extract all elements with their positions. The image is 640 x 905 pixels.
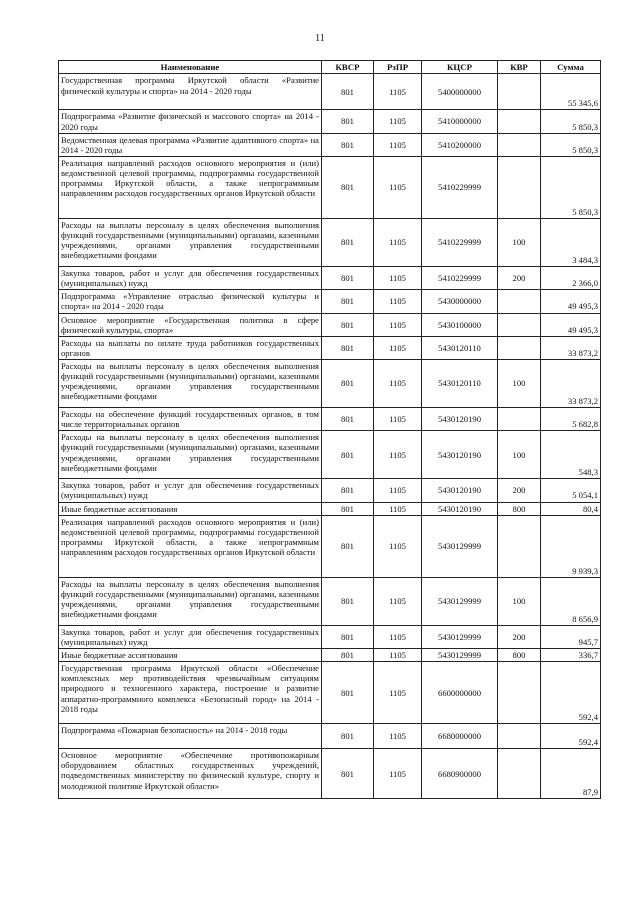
table-row	[59, 290, 601, 313]
row-kvr-cell	[498, 133, 541, 156]
row-kcsr-cell: 5430129999	[422, 649, 498, 662]
row-kcsr-cell: 5410229999	[422, 266, 498, 289]
row-kvsr-cell: 801	[322, 662, 374, 724]
row-name-cell: Иные бюджетные ассигнования	[59, 649, 322, 662]
row-kvsr-cell: 801	[322, 313, 374, 336]
row-kcsr-cell: 5410200000	[422, 133, 498, 156]
table-row	[59, 266, 601, 289]
table-row	[59, 110, 601, 133]
row-kcsr-cell: 6600000000	[422, 662, 498, 724]
row-rzpr-cell: 1105	[374, 74, 422, 110]
row-rzpr-cell: 1105	[374, 408, 422, 431]
table-row	[59, 74, 601, 110]
row-kvr-cell	[498, 336, 541, 359]
row-kcsr-cell: 5410229999	[422, 218, 498, 266]
row-kvr-cell: 200	[498, 625, 541, 648]
row-kvr-cell	[498, 156, 541, 218]
row-sum-cell: 548,3	[541, 431, 601, 479]
row-kvsr-cell: 801	[322, 749, 374, 799]
table-row	[59, 156, 601, 218]
row-kvr-cell	[498, 290, 541, 313]
row-sum-cell: 5 682,8	[541, 408, 601, 431]
row-rzpr-cell: 1105	[374, 431, 422, 479]
row-sum-cell: 49 495,3	[541, 290, 601, 313]
row-kcsr-cell: 5430000000	[422, 290, 498, 313]
row-kvsr-cell: 801	[322, 266, 374, 289]
row-sum-cell: 2 366,0	[541, 266, 601, 289]
row-sum-cell: 33 873,2	[541, 360, 601, 408]
row-rzpr-cell: 1105	[374, 625, 422, 648]
budget-table	[58, 60, 601, 799]
table-row	[59, 662, 601, 724]
table-row	[59, 724, 601, 749]
table-row	[59, 502, 601, 515]
row-name-cell: Расходы на обеспечение функций государственных органов, в том числе территориальных органов	[59, 408, 322, 431]
row-sum-cell: 592,4	[541, 724, 601, 749]
row-sum-cell: 3 484,3	[541, 218, 601, 266]
row-kvsr-cell: 801	[322, 724, 374, 749]
row-rzpr-cell: 1105	[374, 133, 422, 156]
row-sum-cell: 8 656,9	[541, 577, 601, 625]
row-name-cell: Расходы на выплаты персоналу в целях обеспечения выполнения функций государственными (муниципальными) органами, казенными учреждениями, органами управления государственными внебюджетными фондами	[59, 577, 322, 625]
row-kvr-cell	[498, 515, 541, 577]
table-row	[59, 625, 601, 648]
row-sum-cell: 5 850,3	[541, 133, 601, 156]
row-kcsr-cell: 5430120110	[422, 360, 498, 408]
row-kcsr-cell: 6680000000	[422, 724, 498, 749]
row-rzpr-cell: 1105	[374, 502, 422, 515]
row-kvsr-cell: 801	[322, 290, 374, 313]
table-row	[59, 749, 601, 799]
row-kvr-cell: 800	[498, 502, 541, 515]
row-kvsr-cell: 801	[322, 336, 374, 359]
row-sum-cell: 49 495,3	[541, 313, 601, 336]
row-name-cell: Основное мероприятие «Государственная политика в сфере физической культуры, спорта»	[59, 313, 322, 336]
row-name-cell: Закупка товаров, работ и услуг для обеспечения государственных (муниципальных) нужд	[59, 266, 322, 289]
row-kcsr-cell: 5430129999	[422, 625, 498, 648]
row-kvsr-cell: 801	[322, 515, 374, 577]
row-sum-cell: 945,7	[541, 625, 601, 648]
row-kcsr-cell: 5430129999	[422, 577, 498, 625]
row-kvr-cell	[498, 749, 541, 799]
row-sum-cell: 87,9	[541, 749, 601, 799]
table-row	[59, 431, 601, 479]
row-name-cell: Государственная программа Иркутской области «Обеспечение комплексных мер противодействия чрезвычайным ситуациям природного и техногенного характера, построение и развитие аппаратно-программного комплекса «Безопасный город» на 2014 - 2018 годы	[59, 662, 322, 724]
row-sum-cell: 5 850,3	[541, 156, 601, 218]
row-rzpr-cell: 1105	[374, 290, 422, 313]
row-kvsr-cell: 801	[322, 218, 374, 266]
row-kcsr-cell: 5430100000	[422, 313, 498, 336]
header-kvsr: КВСР	[322, 61, 374, 74]
row-name-cell: Расходы на выплаты персоналу в целях обеспечения выполнения функций государственными (муниципальными) органами, казенными учреждениями, органами управления государственными внебюджетными фондами	[59, 360, 322, 408]
row-name-cell: Реализация направлений расходов основного мероприятия и (или) ведомственной целевой программы, подпрограммы государственной программы Иркутской области, а также непрограммным направлениям расходов государственных органов Иркутской области	[59, 156, 322, 218]
row-kvsr-cell: 801	[322, 577, 374, 625]
row-name-cell: Подпрограмма «Управление отраслью физической культуры и спорта» на 2014 - 2020 годы	[59, 290, 322, 313]
row-kvr-cell	[498, 724, 541, 749]
row-sum-cell: 55 345,6	[541, 74, 601, 110]
row-kvsr-cell: 801	[322, 649, 374, 662]
row-rzpr-cell: 1105	[374, 724, 422, 749]
row-kvsr-cell: 801	[322, 479, 374, 502]
row-sum-cell: 592,4	[541, 662, 601, 724]
header-rzpr: РзПР	[374, 61, 422, 74]
row-kvsr-cell: 801	[322, 408, 374, 431]
row-name-cell: Закупка товаров, работ и услуг для обеспечения государственных (муниципальных) нужд	[59, 479, 322, 502]
table-row	[59, 479, 601, 502]
row-rzpr-cell: 1105	[374, 156, 422, 218]
row-name-cell: Расходы на выплаты по оплате труда работников государственных органов	[59, 336, 322, 359]
row-name-cell: Ведомственная целевая программа «Развитие адаптивного спорта» на 2014 - 2020 годы	[59, 133, 322, 156]
row-sum-cell: 5 850,3	[541, 110, 601, 133]
table-row	[59, 313, 601, 336]
row-kvr-cell: 100	[498, 218, 541, 266]
row-kcsr-cell: 5430120190	[422, 502, 498, 515]
row-kcsr-cell: 6680900000	[422, 749, 498, 799]
row-kvr-cell: 200	[498, 479, 541, 502]
header-sum: Сумма	[541, 61, 601, 74]
row-kvsr-cell: 801	[322, 156, 374, 218]
table-row	[59, 360, 601, 408]
row-rzpr-cell: 1105	[374, 577, 422, 625]
row-kcsr-cell: 5430120190	[422, 408, 498, 431]
table-row	[59, 336, 601, 359]
row-kvr-cell: 100	[498, 360, 541, 408]
row-sum-cell: 5 054,1	[541, 479, 601, 502]
row-kvsr-cell: 801	[322, 133, 374, 156]
row-kvsr-cell: 801	[322, 110, 374, 133]
table-header-row	[59, 61, 601, 74]
row-kcsr-cell: 5410229999	[422, 156, 498, 218]
row-name-cell: Государственная программа Иркутской области «Развитие физической культуры и спорта» на 2014 - 2020 годы	[59, 74, 322, 110]
row-sum-cell: 336,7	[541, 649, 601, 662]
row-kvr-cell: 100	[498, 431, 541, 479]
row-rzpr-cell: 1105	[374, 218, 422, 266]
table-row	[59, 218, 601, 266]
row-name-cell: Закупка товаров, работ и услуг для обеспечения государственных (муниципальных) нужд	[59, 625, 322, 648]
row-name-cell: Основное мероприятие «Обеспечение противопожарным оборудованием областных государственных учреждений, подведомственных министерству по физической культуре, спорту и молодежной политике Иркутской области»	[59, 749, 322, 799]
row-name-cell: Расходы на выплаты персоналу в целях обеспечения выполнения функций государственными (муниципальными) органами, казенными учреждениями, органами управления государственными внебюджетными фондами	[59, 431, 322, 479]
row-kvr-cell	[498, 110, 541, 133]
row-rzpr-cell: 1105	[374, 313, 422, 336]
table-row	[59, 408, 601, 431]
row-name-cell: Подпрограмма «Развитие физической и массового спорта» на 2014 - 2020 годы	[59, 110, 322, 133]
row-kcsr-cell: 5430120190	[422, 479, 498, 502]
table-row	[59, 133, 601, 156]
header-name: Наименование	[59, 61, 322, 74]
row-kcsr-cell: 5430120190	[422, 431, 498, 479]
row-rzpr-cell: 1105	[374, 336, 422, 359]
row-sum-cell: 9 939,3	[541, 515, 601, 577]
row-kvr-cell	[498, 408, 541, 431]
row-name-cell: Подпрограмма «Пожарная безопасность» на 2014 - 2018 годы	[59, 724, 322, 749]
row-kvsr-cell: 801	[322, 431, 374, 479]
row-rzpr-cell: 1105	[374, 515, 422, 577]
row-kvr-cell	[498, 662, 541, 724]
table-row	[59, 515, 601, 577]
row-kvr-cell: 200	[498, 266, 541, 289]
row-sum-cell: 80,4	[541, 502, 601, 515]
page-number: 11	[315, 33, 325, 44]
table-row	[59, 649, 601, 662]
row-kcsr-cell: 5400000000	[422, 74, 498, 110]
row-rzpr-cell: 1105	[374, 749, 422, 799]
row-kvr-cell	[498, 74, 541, 110]
row-kvr-cell: 100	[498, 577, 541, 625]
row-sum-cell: 33 873,2	[541, 336, 601, 359]
row-name-cell: Реализация направлений расходов основного мероприятия и (или) ведомственной целевой программы, подпрограммы государственной программы Иркутской области, а также непрограммным направлениям расходов государственных органов Иркутской области	[59, 515, 322, 577]
row-rzpr-cell: 1105	[374, 649, 422, 662]
row-rzpr-cell: 1105	[374, 266, 422, 289]
row-rzpr-cell: 1105	[374, 662, 422, 724]
row-kvsr-cell: 801	[322, 625, 374, 648]
header-kvr: КВР	[498, 61, 541, 74]
row-kvsr-cell: 801	[322, 360, 374, 408]
table-row	[59, 577, 601, 625]
row-kcsr-cell: 5410000000	[422, 110, 498, 133]
header-kcsr: КЦСР	[422, 61, 498, 74]
row-rzpr-cell: 1105	[374, 360, 422, 408]
row-kcsr-cell: 5430129999	[422, 515, 498, 577]
row-kcsr-cell: 5430120110	[422, 336, 498, 359]
row-kvsr-cell: 801	[322, 74, 374, 110]
row-name-cell: Иные бюджетные ассигнования	[59, 502, 322, 515]
row-name-cell: Расходы на выплаты персоналу в целях обеспечения выполнения функций государственными (муниципальными) органами, казенными учреждениями, органами управления государственными внебюджетными фондами	[59, 218, 322, 266]
row-rzpr-cell: 1105	[374, 110, 422, 133]
row-kvsr-cell: 801	[322, 502, 374, 515]
row-kvr-cell	[498, 313, 541, 336]
row-kvr-cell: 800	[498, 649, 541, 662]
row-rzpr-cell: 1105	[374, 479, 422, 502]
